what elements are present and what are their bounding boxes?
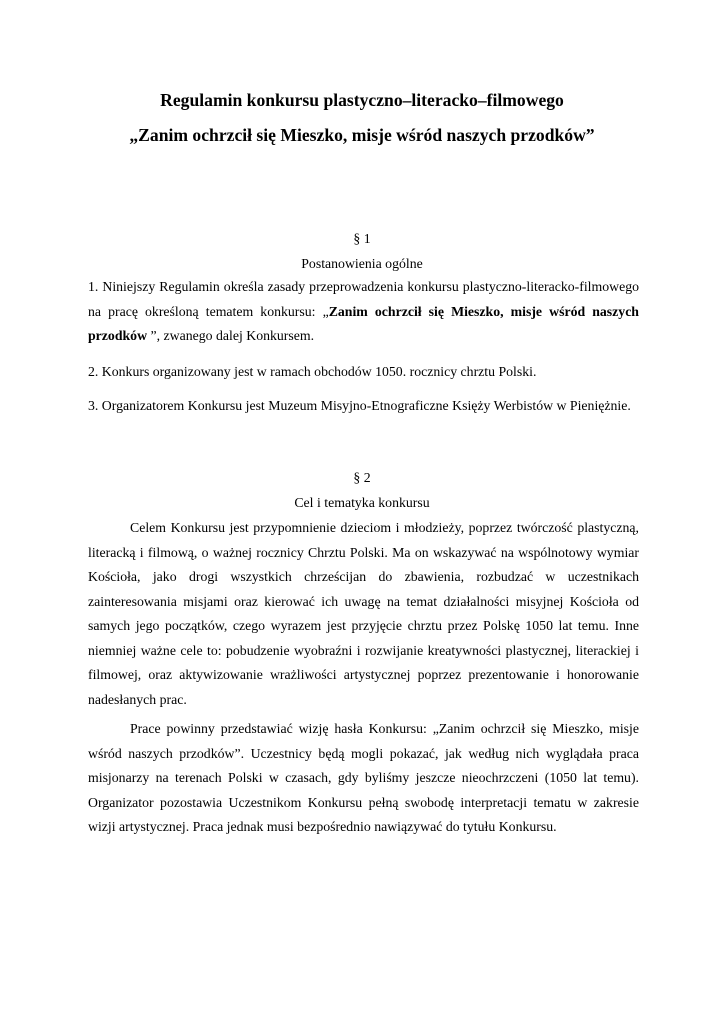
section-1-paragraph-2: 2. Konkurs organizowany jest w ramach obchodów 1050. rocznicy chrztu Polski. bbox=[88, 364, 537, 379]
section-1-paragraph-1 bbox=[88, 275, 639, 349]
section-2-heading: Cel i tematyka konkursu bbox=[294, 495, 430, 510]
section-1-symbol: § 1 bbox=[353, 231, 371, 246]
document-subtitle: „Zanim ochrzcił się Mieszko, misje wśród naszych przodków” bbox=[129, 125, 595, 145]
paragraph-1-text-before: 1. Niniejszy Regulamin określa zasady przeprowadzenia konkursu plastyczno-literacko-filmowego na pracę określoną tematem konkursu: „ bbox=[88, 279, 639, 319]
section-2-paragraph-2: Prace powinny przedstawiać wizję hasła Konkursu: „Zanim ochrzcił się Mieszko, misje wśród naszych przodków”. Uczestnicy będą mogli pokazać, jak według nich wyglądała praca misjonarzy na terenach Polski w czasach, gdy byliśmy jeszcze nieochrzczeni (1050 lat temu). Organizator pozostawia Uczestnikom Konkursu pełną swobodę interpretacji tematu w zakresie wizji artystycznej. Praca jednak musi bezpośrednio nawiązywać do tytułu Konkursu. bbox=[88, 721, 639, 834]
section-1-heading: Postanowienia ogólne bbox=[301, 256, 423, 271]
section-2-paragraph-1: Celem Konkursu jest przypomnienie dzieciom i młodzieży, poprzez twórczość plastyczną, literacką i filmową, o ważnej rocznicy Chrztu Polski. Ma on wskazywać na wspólnotowy wymiar Kościoła, jako drogi wszystkich chrześcijan do zbawienia, rozbudzać w uczestnikach zainteresowania misjami oraz kierować ich uwagę na temat działalności misyjnej Kościoła od samych jego początków, czego wyrazem jest przyjęcie chrztu przez Polskę 1050 lat temu. Inne niemniej ważne cele to: pobudzenie wyobraźni i rozwijanie kreatywności plastycznej, literackiej i filmowej, oraz aktywizowanie wrażliwości artystycznej poprzez prezentowanie i honorowanie nadesłanych prac. bbox=[88, 520, 639, 707]
paragraph-1-contest-name: Zanim ochrzcił się Mieszko, misje wśród naszych przodków bbox=[88, 303, 639, 343]
section-2-symbol: § 2 bbox=[353, 470, 371, 485]
section-1-paragraph-3: 3. Organizatorem Konkursu jest Muzeum Misyjno-Etnograficzne Księży Werbistów w Pieniężnie. bbox=[88, 398, 631, 413]
paragraph-1-text-after: ”, zwanego dalej Konkursem. bbox=[147, 328, 315, 343]
document-title: Regulamin konkursu plastyczno–literacko–filmowego bbox=[160, 90, 564, 110]
